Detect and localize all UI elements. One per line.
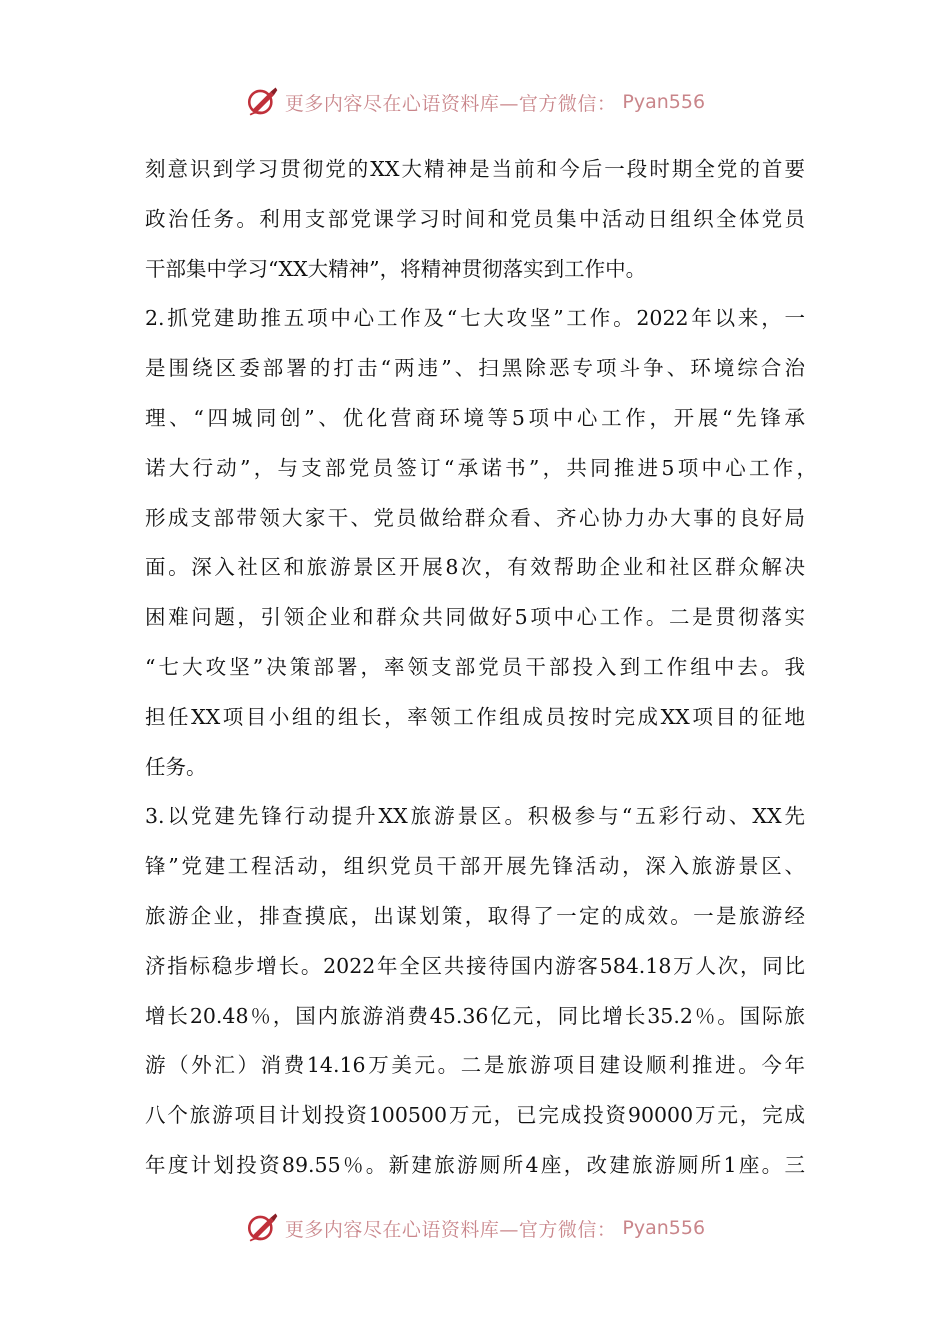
- text-line: 形成支部带领大家干、党员做给群众看、齐心协力办大事的良好局: [145, 505, 805, 530]
- banner-content: [245, 1211, 705, 1245]
- text-line: 3.以党建先锋行动提升XX旅游景区。积极参与“五彩行动、XX先: [145, 804, 805, 829]
- banner-wechat-id: Pyan556: [622, 1217, 706, 1239]
- pen-logo-icon: [245, 85, 279, 119]
- text-line: 2.抓党建助推五项中心工作及“七大攻坚”工作。2022年以来，一: [145, 306, 805, 331]
- banner-text: 更多内容尽在心语资料库—官方微信：: [284, 1218, 617, 1241]
- text-line: 年度计划投资89.55％。新建旅游厕所4座，改建旅游厕所1座。三: [145, 1152, 805, 1177]
- banner-wechat-id: Pyan556: [622, 91, 706, 113]
- text-line: 济指标稳步增长。2022年全区共接待国内游客584.18万人次，同比: [145, 953, 805, 978]
- text-line: 理、“四城同创”、优化营商环境等5项中心工作，开展“先锋承: [145, 405, 805, 430]
- text-line: 旅游企业，排查摸底，出谋划策，取得了一定的成效。一是旅游经: [145, 903, 805, 928]
- text-line: 面。深入社区和旅游景区开展8次，有效帮助企业和社区群众解决: [145, 555, 805, 580]
- text-line: 锋”党建工程活动，组织党员干部开展先锋活动，深入旅游景区、: [145, 854, 805, 879]
- text-line: 八个旅游项目计划投资100500万元，已完成投资90000万元，完成: [145, 1103, 805, 1128]
- text-line: 任务。: [145, 754, 207, 779]
- text-line: 游（外汇）消费14.16万美元。二是旅游项目建设顺利推进。今年: [145, 1053, 805, 1078]
- text-line: 刻意识到学习贯彻党的XX大精神是当前和今后一段时期全党的首要: [145, 157, 805, 181]
- text-line: 政治任务。利用支部党课学习时间和党员集中活动日组织全体党员: [145, 206, 805, 231]
- text-line: 担任XX项目小组的组长，率领工作组成员按时完成XX项目的征地: [145, 704, 805, 729]
- text-line: 干部集中学习“XX大精神”，将精神贯彻落实到工作中。: [145, 256, 647, 281]
- text-line: 是围绕区委部署的打击“两违”、扫黑除恶专项斗争、环境综合治: [145, 356, 805, 381]
- text-line: 困难问题，引领企业和群众共同做好5项中心工作。二是贯彻落实: [145, 605, 805, 630]
- document-body: [145, 145, 815, 1191]
- footer-banner: [0, 1206, 950, 1250]
- text-line: 增长20.48％，国内旅游消费45.36亿元，同比增长35.2％。国际旅: [145, 1003, 805, 1028]
- header-banner: [0, 80, 950, 124]
- banner-content: [245, 85, 705, 119]
- text-line: “七大攻坚”决策部署，率领支部党员干部投入到工作组中去。我: [145, 654, 805, 679]
- pen-logo-icon: [245, 1211, 279, 1245]
- banner-text: 更多内容尽在心语资料库—官方微信：: [284, 92, 617, 115]
- text-line: 诺大行动”，与支部党员签订“承诺书”，共同推进5项中心工作，: [145, 455, 817, 480]
